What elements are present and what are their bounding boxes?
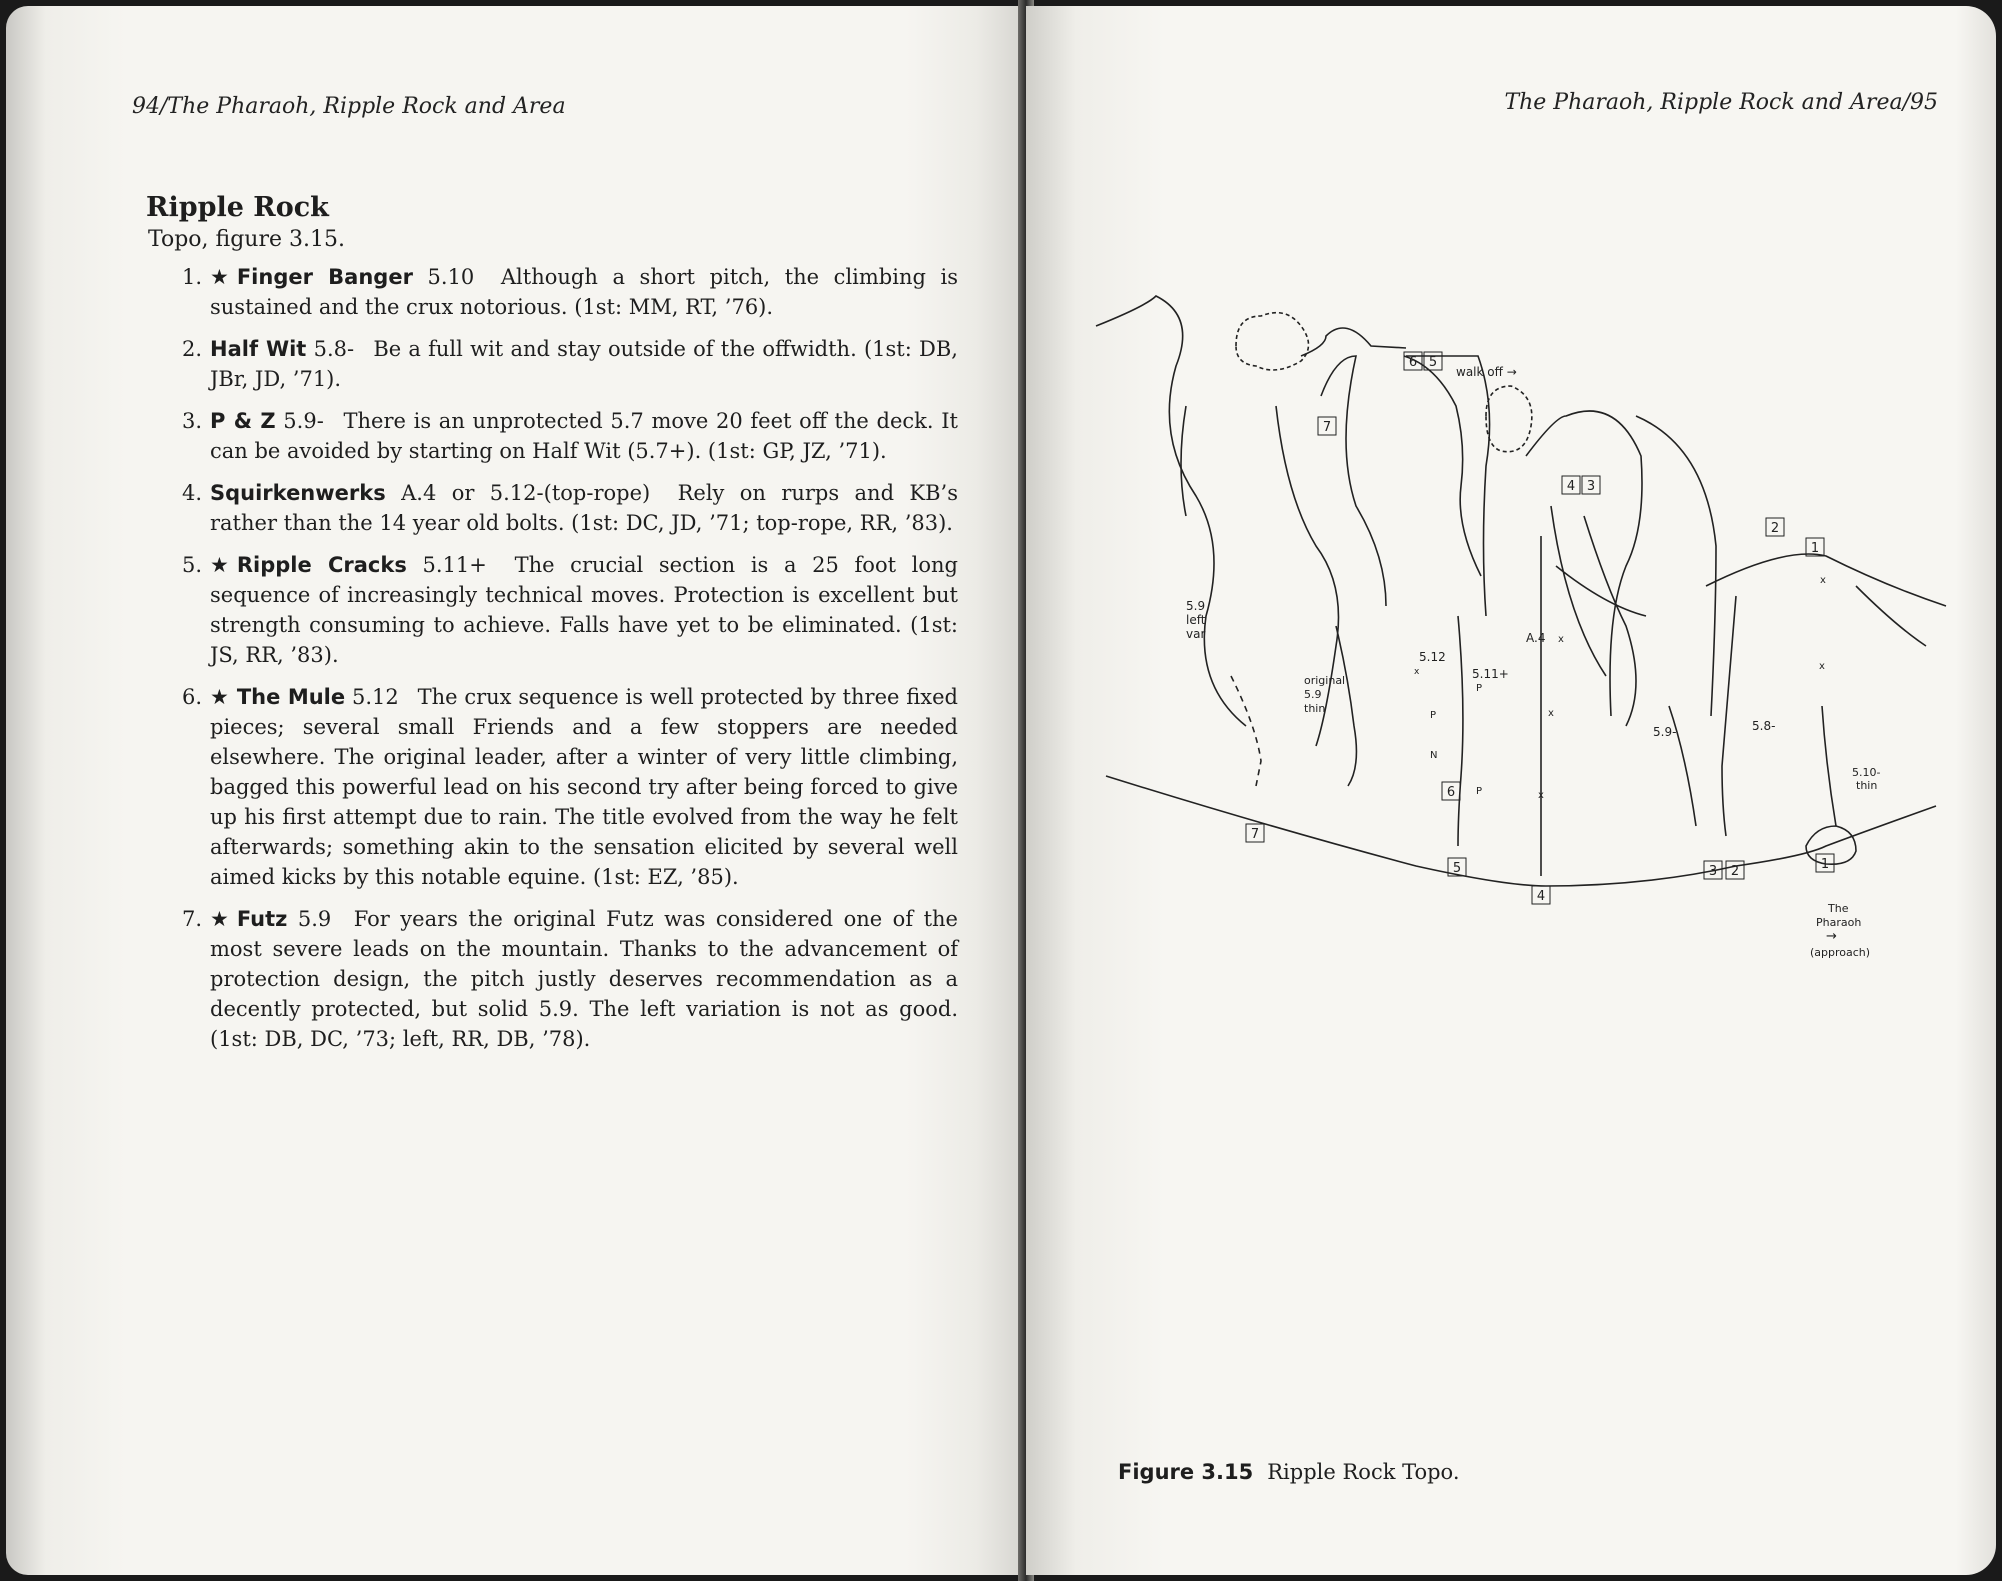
route-name: Squirkenwerks xyxy=(210,481,386,505)
bolt-mark: x xyxy=(1548,708,1554,719)
route-grade: A.4 or 5.12-(top-rope) xyxy=(401,481,651,505)
route-line-6 xyxy=(1336,626,1356,786)
topo-diagram xyxy=(1086,286,1966,986)
route-box-4-bottom: 4 xyxy=(1536,889,1546,904)
tree-mid xyxy=(1486,386,1532,452)
rock-face-h xyxy=(1636,416,1716,716)
bolt-mark: x xyxy=(1819,661,1825,672)
rock-face-c xyxy=(1404,356,1481,576)
route-name: Finger Banger xyxy=(236,265,413,289)
bolt-mark: x xyxy=(1558,634,1564,645)
route-description: For years the original Futz was considered one of the most severe leads on the mountain. Thanks to the advancement of protection design, the pitch justly deserves recommendation as a decently protected, but solid 5.9. The left variation is not as good. (1st: DB, DC, ’73; left, RR, DB, ’78). xyxy=(210,907,958,1051)
route-item xyxy=(146,334,958,394)
label-approach: (approach) xyxy=(1810,946,1871,959)
route-grade: 5.9 xyxy=(297,907,332,931)
route-description: The crux sequence is well protected by three fixed pieces; several small Friends and a few stoppers are needed elsewhere. The original leader, after a winter of very little climbing, bagged this powerful lead on his second try after being forced to give up his first attempt due to rain. The title evolved from the way he felt afterwards; something akin to the sensation elicited by several well aimed kicks by this notable equine. (1st: EZ, ’85). xyxy=(210,685,958,889)
route-line-3 xyxy=(1669,706,1696,826)
route-item xyxy=(146,904,958,1054)
label-5-12: 5.12 xyxy=(1419,650,1446,664)
route-number: 3. xyxy=(181,409,202,433)
route-description: Be a full wit and stay outside of the offwidth. (1st: DB, JBr, JD, ’71). xyxy=(210,337,958,391)
route-box-4-top: 4 xyxy=(1566,479,1576,494)
rock-face-b xyxy=(1321,356,1386,606)
label-5-9-minus: 5.9- xyxy=(1653,725,1677,739)
route-line-5 xyxy=(1458,616,1463,846)
route-descriptions xyxy=(146,192,958,1066)
route-name: Half Wit xyxy=(210,337,307,361)
bolt-mark: x xyxy=(1820,575,1826,586)
running-header-right: The Pharaoh, Ripple Rock and Area/95 xyxy=(1504,90,1938,115)
boulder xyxy=(1806,826,1856,864)
route-box-6-mid: 6 xyxy=(1446,785,1456,800)
route-box-3-top: 3 xyxy=(1586,479,1596,494)
label-p-2: P xyxy=(1476,786,1483,797)
label-left: left xyxy=(1186,613,1206,627)
rock-face-e xyxy=(1526,411,1642,716)
route-box-7-bottom: 7 xyxy=(1250,827,1260,842)
route-item xyxy=(146,406,958,466)
route-name: Ripple Cracks xyxy=(236,553,407,577)
route-grade: 5.10 xyxy=(427,265,475,289)
tree-top-left xyxy=(1236,313,1309,370)
route-number: 4. xyxy=(181,481,202,505)
label-p: P xyxy=(1430,710,1437,721)
route-item xyxy=(146,682,958,892)
route-name: The Mule xyxy=(236,685,346,709)
star-icon: ★ xyxy=(210,553,229,577)
running-header-left: 94/The Pharaoh, Ripple Rock and Area xyxy=(132,94,566,119)
caption-text: Ripple Rock Topo. xyxy=(1267,1460,1460,1484)
label-5-9-left-var: 5.9 xyxy=(1186,599,1206,613)
label-n: N xyxy=(1430,750,1438,761)
route-box-2-top: 2 xyxy=(1770,521,1780,536)
right-page xyxy=(1026,6,1996,1575)
route-number: 5. xyxy=(181,553,202,577)
rock-outline-summit xyxy=(1301,328,1406,356)
label-5-10-thin: thin xyxy=(1856,779,1878,792)
route-number: 1. xyxy=(181,265,202,289)
route-line-1 xyxy=(1822,706,1836,826)
star-icon: ★ xyxy=(210,907,229,931)
topo-reference: Topo, figure 3.15. xyxy=(148,227,345,252)
route-description: The crucial section is a 25 foot long sequence of increasingly technical moves. Protection is excellent but strength consuming to achieve. Falls have yet to be eliminated. (1st: JS, RR, ’83). xyxy=(210,553,959,667)
route-box-1-bottom: 1 xyxy=(1820,857,1830,872)
route-grade: 5.9- xyxy=(283,409,324,433)
route-name: Futz xyxy=(236,907,288,931)
ground-line xyxy=(1106,776,1936,886)
rock-face-f xyxy=(1551,506,1606,676)
bolt-mark: x xyxy=(1414,667,1420,677)
rock-face-d xyxy=(1406,356,1490,616)
arrow-right-icon: → xyxy=(1826,929,1837,944)
route-box-3-bottom: 3 xyxy=(1708,864,1718,879)
section-title: Ripple Rock xyxy=(146,192,329,223)
route-number: 2. xyxy=(181,337,202,361)
label-a4: A.4 xyxy=(1526,631,1546,645)
route-box-1-top: 1 xyxy=(1810,541,1820,556)
route-grade: 5.11+ xyxy=(422,553,487,577)
label-var: var xyxy=(1186,627,1206,641)
caption-label: Figure 3.15 xyxy=(1118,1460,1254,1484)
rock-outline-left-inner xyxy=(1181,406,1186,516)
route-item xyxy=(146,262,958,322)
bolt-mark: x xyxy=(1538,790,1544,801)
star-icon: ★ xyxy=(210,265,229,289)
label-5-11-p: P xyxy=(1476,683,1483,694)
route-box-5-bottom: 5 xyxy=(1452,861,1462,876)
route-item xyxy=(146,550,958,670)
label-original-thin: thin xyxy=(1304,702,1326,715)
label-5-11-plus: 5.11+ xyxy=(1472,667,1509,681)
route-box-7-top: 7 xyxy=(1322,420,1332,435)
label-the: The xyxy=(1828,902,1849,915)
route-description: Rely on rurps and KB’s rather than the 14 year old bolts. (1st: DC, JD, ’71; top-rope, RR, ’83). xyxy=(210,481,958,535)
star-icon: ★ xyxy=(210,685,229,709)
left-page xyxy=(6,6,1024,1575)
route-item xyxy=(146,478,958,538)
rock-face-i xyxy=(1556,566,1646,616)
route-box-2-bottom: 2 xyxy=(1730,864,1740,879)
label-original-5-9: 5.9 xyxy=(1304,688,1322,701)
right-ridge xyxy=(1706,554,1946,606)
figure-caption xyxy=(1118,1460,1460,1484)
route-line-7 xyxy=(1231,676,1261,786)
route-number: 7. xyxy=(181,907,202,931)
route-box-5-top: 5 xyxy=(1428,355,1438,370)
route-description: Although a short pitch, the climbing is sustained and the crux notorious. (1st: MM, RT, ’76). xyxy=(210,265,958,319)
route-description: There is an unprotected 5.7 move 20 feet off the deck. It can be avoided by starting on Half Wit (5.7+). (1st: GP, JZ, ’71). xyxy=(210,409,958,463)
route-grade: 5.12 xyxy=(351,685,399,709)
route-line-2 xyxy=(1722,596,1736,836)
route-box-6-top: 6 xyxy=(1408,355,1418,370)
route-grade: 5.8- xyxy=(313,337,355,361)
walk-off-label: walk off → xyxy=(1456,365,1517,379)
route-name: P & Z xyxy=(210,409,276,433)
label-5-8-minus: 5.8- xyxy=(1752,719,1776,733)
label-5-10-minus: 5.10- xyxy=(1852,766,1881,779)
route-number: 6. xyxy=(181,685,202,709)
rock-outline-left xyxy=(1096,296,1246,726)
label-original: original xyxy=(1304,674,1346,687)
label-pharaoh: Pharaoh xyxy=(1816,916,1862,929)
